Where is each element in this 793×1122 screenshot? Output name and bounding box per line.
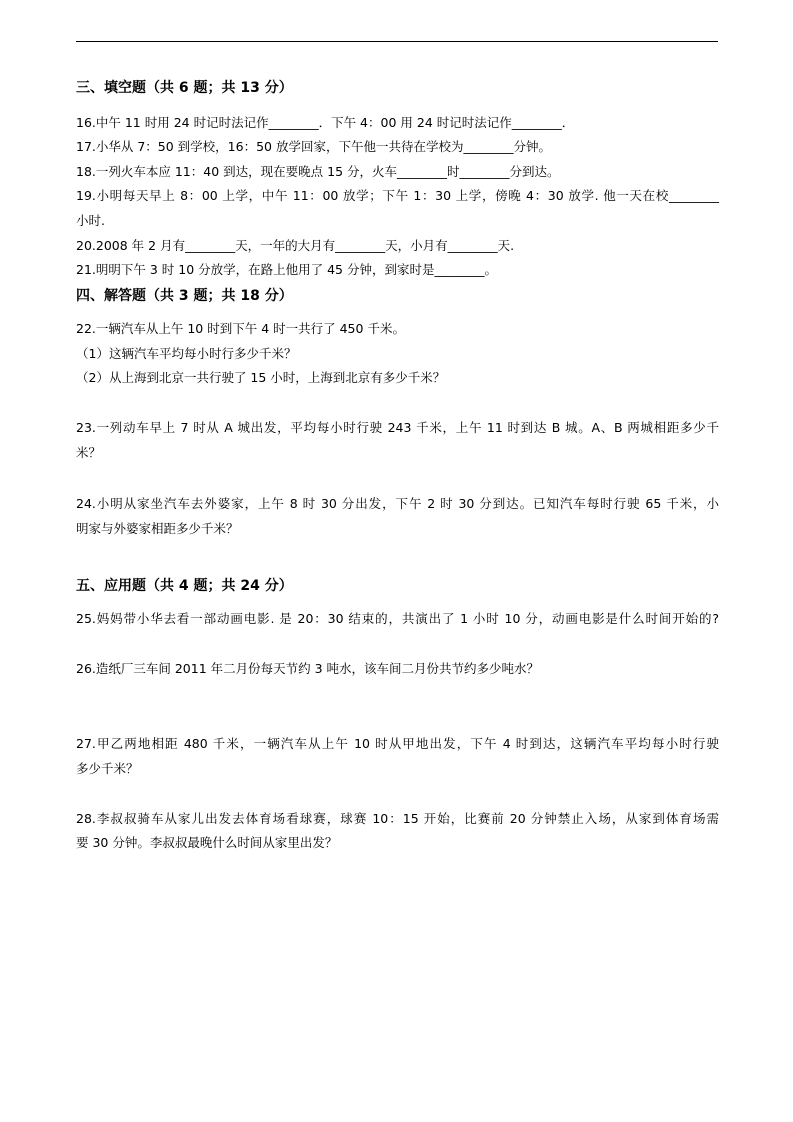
section-title-solve: 四、解答题（共 3 题；共 18 分）	[76, 288, 293, 304]
question-16: 16.中午 11 时用 24 时记时法记作________．下午 4：00 用 24 时记时法记作________．	[76, 115, 575, 130]
question-24: 24.小明从家坐汽车去外婆家，上午 8 时 30 分出发，下午 2 时 30 分到达。已知汽车每时行驶 65 千米，小	[76, 496, 719, 511]
question-28: 28.李叔叔骑车从家儿出发去体育场看球赛，球赛 10：15 开始，比赛前 20 分钟禁止入场，从家到体育场需	[76, 811, 719, 826]
question-27: 27.甲乙两地相距 480 千米，一辆汽车从上午 10 时从甲地出发，下午 4 时到达，这辆汽车平均每小时行驶	[76, 736, 719, 751]
question-22-part-2: （2）从上海到北京一共行驶了 15 小时，上海到北京有多少千米？	[76, 370, 446, 385]
question-28-continued: 要 30 分钟。李叔叔最晚什么时间从家里出发？	[76, 835, 338, 850]
question-22-part-1: （1）这辆汽车平均每小时行多少千米？	[76, 346, 297, 361]
question-19-continued: 小时.	[76, 213, 105, 228]
question-20: 20.2008 年 2 月有________天，一年的大月有________天，小月有________天.	[76, 238, 515, 253]
question-22: 22.一辆汽车从上午 10 时到下午 4 时一共行了 450 千米。	[76, 321, 405, 336]
question-25: 25.妈妈带小华去看一部动画电影. 是 20：30 结束的，共演出了 1 小时 10 分，动画电影是什么时间开始的?	[76, 611, 719, 626]
question-27-continued: 多少千米？	[76, 761, 139, 776]
question-21: 21.明明下午 3 时 10 分放学，在路上他用了 45 分钟，到家时是________。	[76, 262, 497, 277]
question-18: 18.一列火车本应 11：40 到达，现在要晚点 15 分，火车________时________分到达。	[76, 164, 560, 179]
question-23: 23.一列动车早上 7 时从 A 城出发，平均每小时行驶 243 千米，上午 11 时到达 B 城。A、B 两城相距多少千	[76, 420, 719, 435]
section-title-application: 五、应用题（共 4 题；共 24 分）	[76, 578, 293, 594]
question-19: 19.小明每天早上 8：00 上学，中午 11：00 放学；下午 1：30 上学，傍晚 4：30 放学. 他一天在校________	[76, 188, 719, 203]
section-title-fill-in: 三、填空题（共 6 题；共 13 分）	[76, 80, 293, 96]
question-23-continued: 米？	[76, 445, 102, 460]
question-17: 17.小华从 7：50 到学校，16：50 放学回家，下午他一共待在学校为________分钟。	[76, 139, 551, 154]
question-26: 26.造纸厂三车间 2011 年二月份每天节约 3 吨水，该车间二月份共节约多少吨水？	[76, 661, 540, 676]
header-rule	[76, 41, 718, 42]
question-24-continued: 明家与外婆家相距多少千米？	[76, 521, 239, 536]
